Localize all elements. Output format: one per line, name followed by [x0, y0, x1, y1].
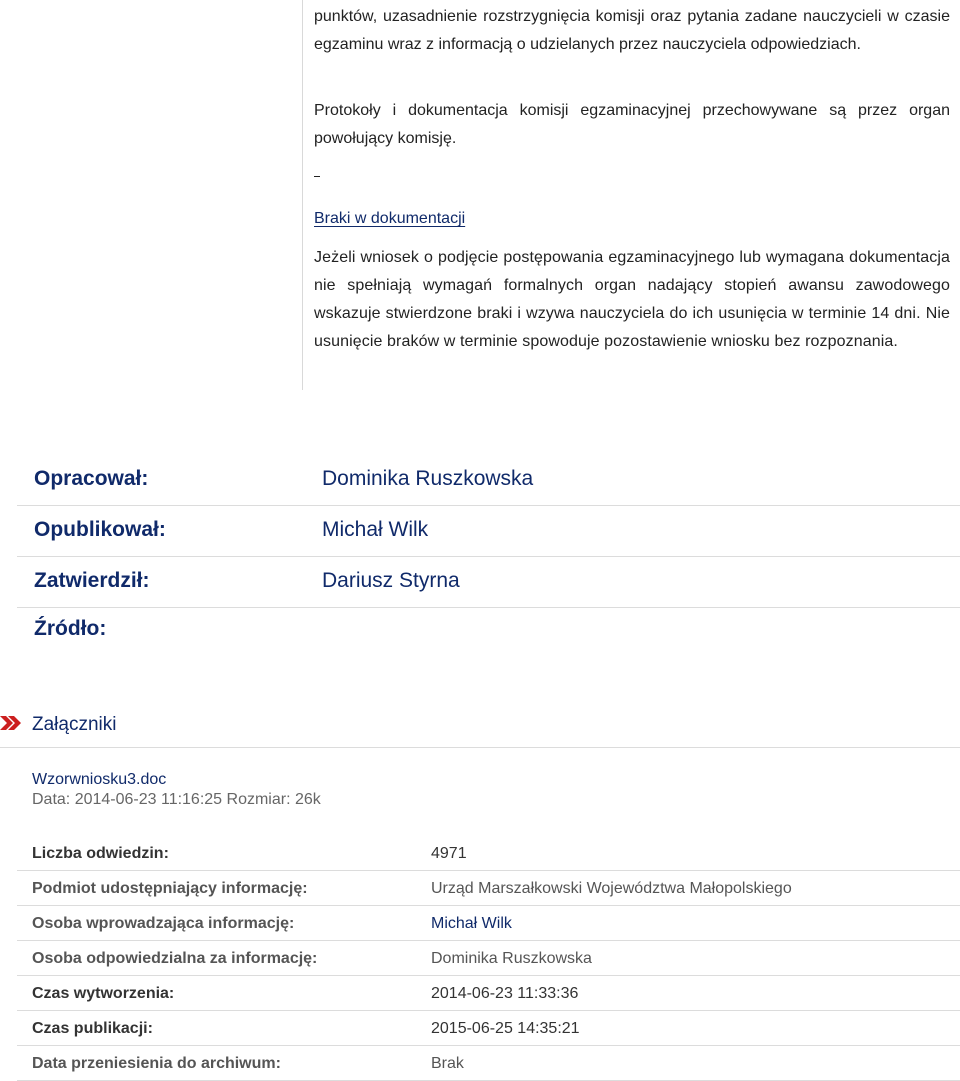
article-body: [302, 0, 951, 390]
info-value: Urząd Marszałkowski Województwa Małopolskiego: [431, 880, 792, 897]
source-label: Źródło:: [34, 617, 107, 640]
info-row-archived: [17, 1046, 960, 1081]
meta-label: Zatwierdził:: [34, 569, 150, 592]
info-label: Czas publikacji:: [32, 1020, 153, 1037]
info-label: Data przeniesienia do archiwum:: [32, 1055, 281, 1072]
info-value: Dominika Ruszkowska: [431, 950, 592, 967]
section-heading: Braki w dokumentacji: [314, 210, 466, 227]
info-value: Brak: [431, 1055, 464, 1072]
paragraph-protocol-contents: punktów, uzasadnienie rozstrzygnięcia komisji oraz pytania zadane nauczycieli w czasie egzaminu wraz z informacją o udzielanych przez nauczyciela odpowiedziach.: [314, 8, 950, 53]
authorship-table: [17, 455, 960, 608]
attachment-file-meta: Data: 2014-06-23 11:16:25 Rozmiar: 26k: [32, 791, 321, 808]
info-table: [17, 836, 960, 1081]
meta-value: Michał Wilk: [322, 518, 429, 541]
meta-row-published: [17, 506, 960, 557]
info-row-published: [17, 1011, 960, 1046]
attachments-header: [0, 705, 960, 748]
attachments-title: Załączniki: [32, 714, 117, 735]
info-label: Podmiot udostępniający informację:: [32, 880, 308, 897]
info-label: Liczba odwiedzin:: [32, 845, 169, 862]
info-value-entered-by-link[interactable]: Michał Wilk: [431, 915, 512, 932]
meta-label: Opublikował:: [34, 518, 166, 541]
info-label: Czas wytworzenia:: [32, 985, 175, 1002]
section-dash: [314, 176, 320, 177]
meta-value: Dominika Ruszkowska: [322, 467, 534, 490]
info-label: Osoba odpowiedzialna za informację:: [32, 950, 318, 967]
info-value: 2015-06-25 14:35:21: [431, 1020, 580, 1037]
info-value: 2014-06-23 11:33:36: [431, 985, 579, 1002]
info-row-entered-by: [17, 906, 960, 941]
attachment-file-link[interactable]: Wzorwniosku3.doc: [32, 771, 167, 788]
info-row-provider: [17, 871, 960, 906]
meta-label: Opracował:: [34, 467, 149, 490]
paragraph-protocol-storage: Protokoły i dokumentacja komisji egzaminacyjnej przechowywane są przez organ powołujący komisję.: [314, 102, 950, 147]
info-label: Osoba wprowadzająca informację:: [32, 915, 295, 932]
meta-row-approved: [17, 557, 960, 608]
paragraph-missing-documents: Jeżeli wniosek o podjęcie postępowania egzaminacyjnego lub wymagana dokumentacja nie spełniają wymagań formalnych organ nadający stopień awansu zawodowego wskazuje stwierdzone braki i wzywa nauczyciela do ich usunięcia w terminie 14 dni. Nie usunięcie braków w terminie spowoduje pozostawienie wniosku bez rozpoznania.: [314, 249, 950, 350]
info-row-created: [17, 976, 960, 1011]
info-row-responsible: [17, 941, 960, 976]
info-value: 4971: [431, 845, 467, 862]
info-row-visits: [17, 836, 960, 871]
meta-row-prepared: [17, 455, 960, 506]
meta-value: Dariusz Styrna: [322, 569, 460, 592]
double-chevron-right-icon: [0, 716, 22, 735]
